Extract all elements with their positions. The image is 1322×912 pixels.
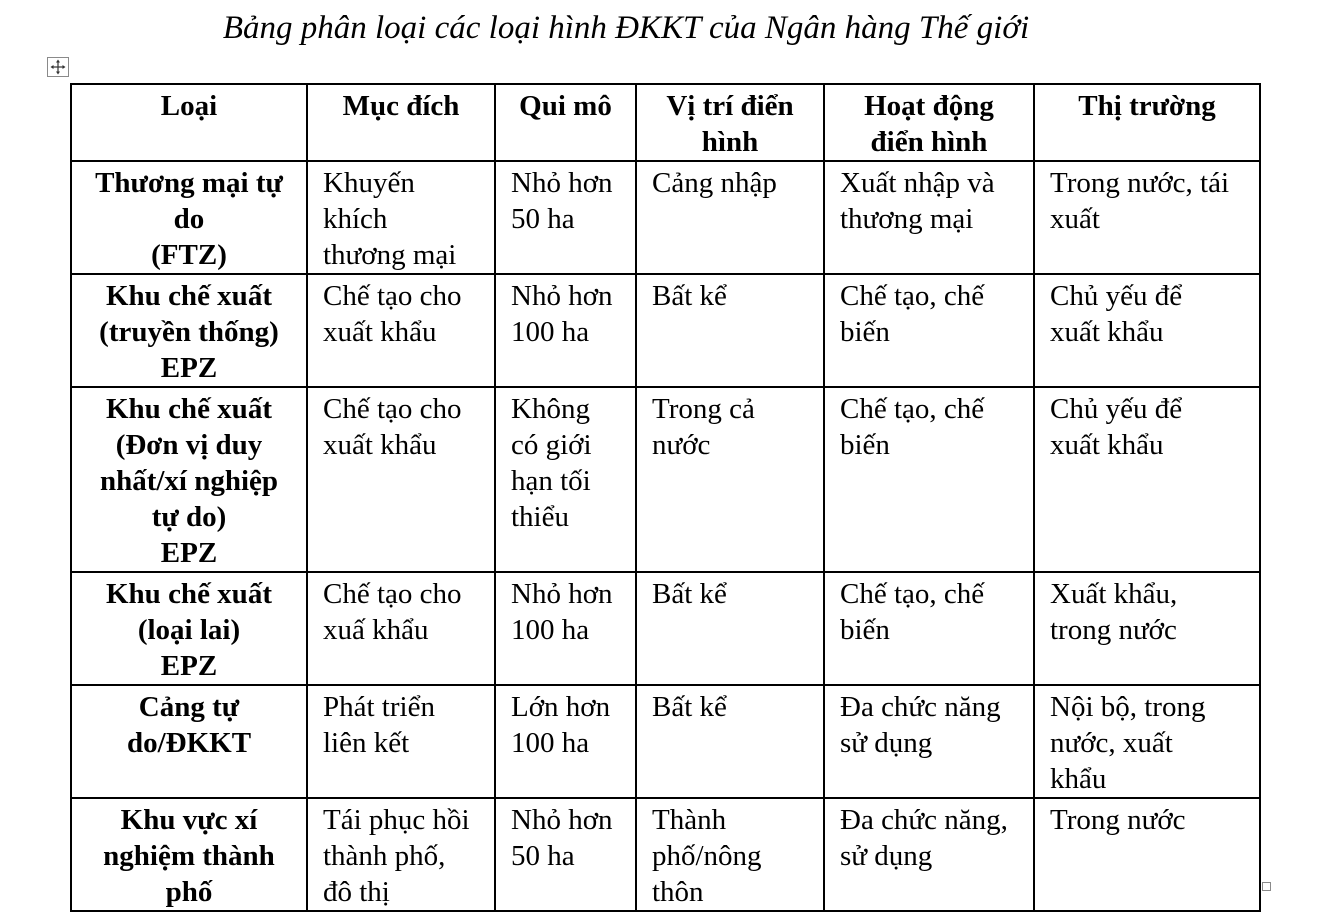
table-row <box>71 387 1260 572</box>
cell-market: Nội bộ, trong nước, xuất khẩu <box>1034 685 1260 798</box>
cell-activity: Chế tạo, chế biến <box>824 387 1034 572</box>
cell-location: Cảng nhập <box>636 161 824 274</box>
cell-market: Chủ yếu để xuất khẩu <box>1034 274 1260 387</box>
cell-market: Trong nước, tái xuất <box>1034 161 1260 274</box>
table-move-handle[interactable] <box>47 57 69 77</box>
move-arrows-icon <box>48 58 68 76</box>
document-title: Bảng phân loại các loại hình ĐKKT của Ngân hàng Thế giới <box>222 10 1030 46</box>
cell-market: Chủ yếu để xuất khẩu <box>1034 387 1260 572</box>
header-purpose: Mục đích <box>307 84 495 161</box>
cell-purpose: Chế tạo cho xuất khẩu <box>307 387 495 572</box>
cell-activity: Đa chức năng, sử dụng <box>824 798 1034 911</box>
table-row <box>71 572 1260 685</box>
cell-type: Thương mại tự do (FTZ) <box>71 161 307 274</box>
cell-purpose: Khuyến khích thương mại <box>307 161 495 274</box>
table-resize-handle[interactable] <box>1262 882 1271 891</box>
cell-type: Khu chế xuất (Đơn vị duy nhất/xí nghiệp tự do) EPZ <box>71 387 307 572</box>
table-row <box>71 798 1260 911</box>
table-row <box>71 274 1260 387</box>
cell-location: Bất kể <box>636 274 824 387</box>
cell-activity: Chế tạo, chế biến <box>824 274 1034 387</box>
zone-classification-table <box>70 83 1261 912</box>
cell-activity: Chế tạo, chế biến <box>824 572 1034 685</box>
cell-scale: Nhỏ hơn 50 ha <box>495 161 636 274</box>
cell-scale: Không có giới hạn tối thiểu <box>495 387 636 572</box>
cell-scale: Nhỏ hơn 100 ha <box>495 274 636 387</box>
cell-purpose: Chế tạo cho xuất khẩu <box>307 274 495 387</box>
cell-location: Thành phố/nông thôn <box>636 798 824 911</box>
table-header-row <box>71 84 1260 161</box>
cell-location: Bất kể <box>636 685 824 798</box>
cell-market: Trong nước <box>1034 798 1260 911</box>
cell-activity: Đa chức năng sử dụng <box>824 685 1034 798</box>
cell-purpose: Phát triển liên kết <box>307 685 495 798</box>
cell-type: Khu chế xuất (truyền thống) EPZ <box>71 274 307 387</box>
header-market: Thị trường <box>1034 84 1260 161</box>
cell-market: Xuất khẩu, trong nước <box>1034 572 1260 685</box>
table-row <box>71 161 1260 274</box>
cell-scale: Lớn hơn 100 ha <box>495 685 636 798</box>
cell-type: Khu chế xuất (loại lai) EPZ <box>71 572 307 685</box>
table-row <box>71 685 1260 798</box>
header-location: Vị trí điển hình <box>636 84 824 161</box>
cell-location: Bất kể <box>636 572 824 685</box>
cell-scale: Nhỏ hơn 50 ha <box>495 798 636 911</box>
cell-activity: Xuất nhập và thương mại <box>824 161 1034 274</box>
header-type: Loại <box>71 84 307 161</box>
cell-type: Cảng tự do/ĐKKT <box>71 685 307 798</box>
header-activity: Hoạt động điển hình <box>824 84 1034 161</box>
cell-type: Khu vực xí nghiệm thành phố <box>71 798 307 911</box>
cell-purpose: Tái phục hồi thành phố, đô thị <box>307 798 495 911</box>
header-scale: Qui mô <box>495 84 636 161</box>
cell-scale: Nhỏ hơn 100 ha <box>495 572 636 685</box>
cell-location: Trong cả nước <box>636 387 824 572</box>
cell-purpose: Chế tạo cho xuấ khẩu <box>307 572 495 685</box>
